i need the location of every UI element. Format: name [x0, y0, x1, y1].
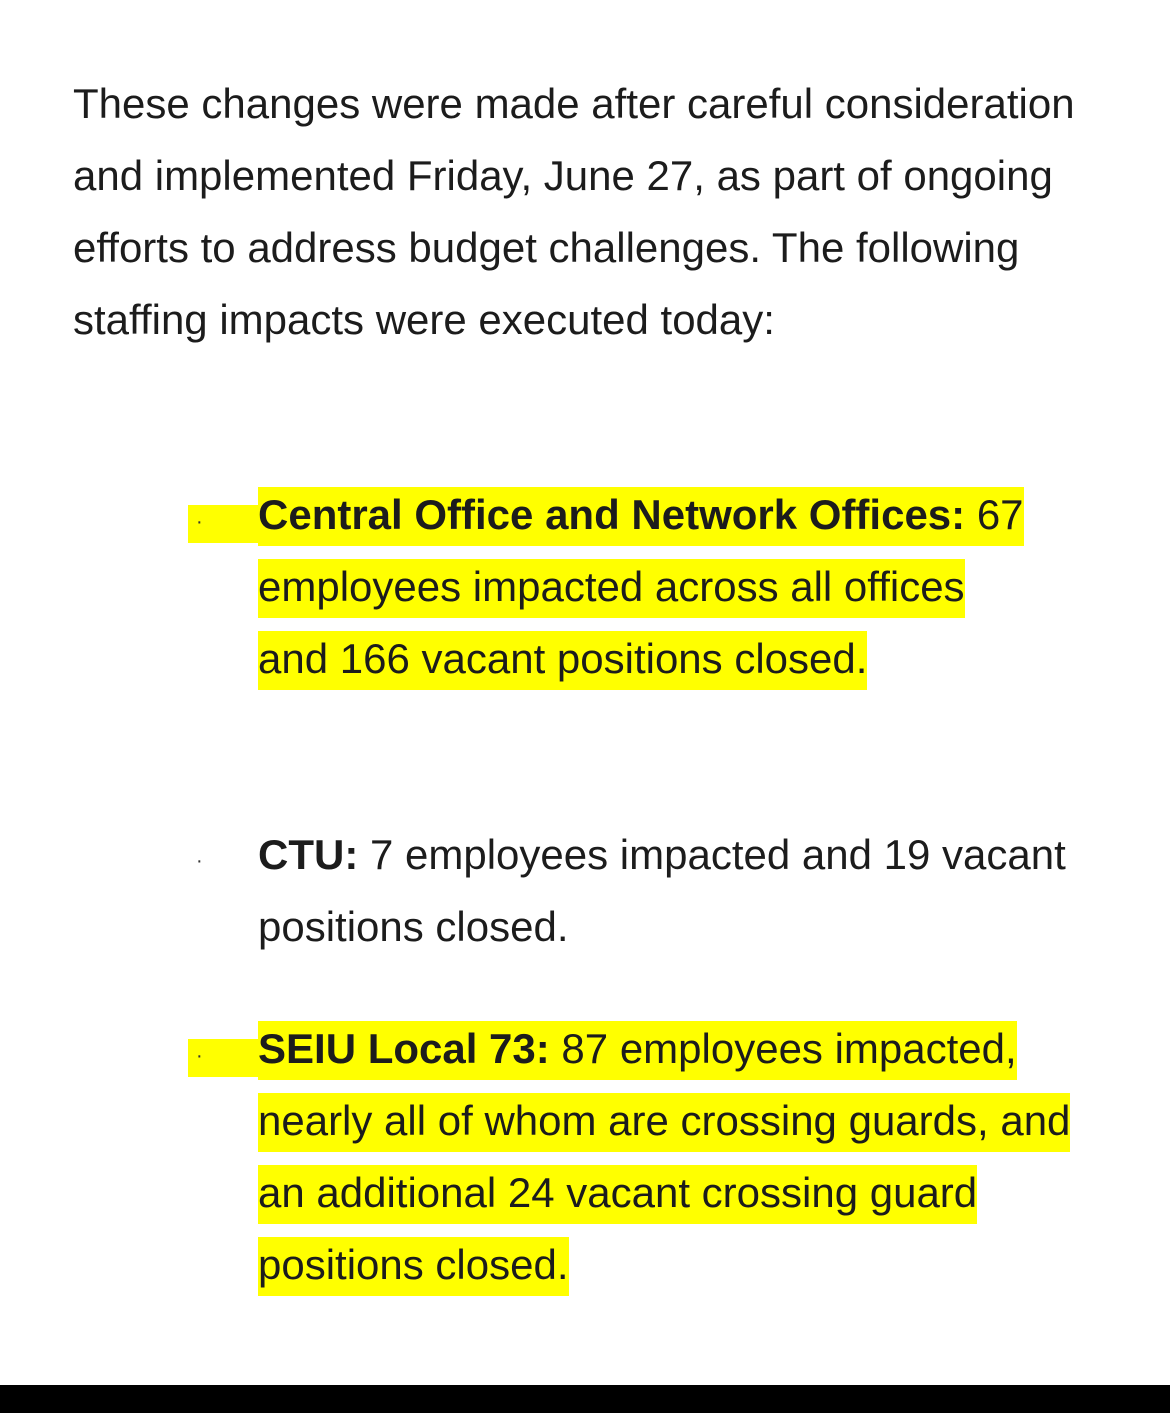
bottom-bar — [0, 1385, 1170, 1413]
bullet-marker: · — [196, 850, 203, 872]
item-text: 67 employees impacted across all offices and 166 vacant positions closed. — [258, 491, 1024, 682]
bullet-marker: · — [196, 511, 203, 533]
highlighted-text — [258, 487, 1024, 690]
list-item-seiu — [258, 1013, 1088, 1301]
item-label: CTU: — [258, 831, 359, 878]
list-item-ctu — [258, 819, 1088, 963]
item-text: 7 employees impacted and 19 vacant positions closed. — [258, 831, 1066, 950]
item-label: SEIU Local 73: — [258, 1025, 550, 1072]
item-label: Central Office and Network Offices: — [258, 491, 966, 538]
list-item-central-office — [258, 479, 1038, 695]
highlighted-text — [258, 1021, 1070, 1296]
intro-paragraph: These changes were made after careful consideration and implemented Friday, June 27, as part of ongoing efforts to address budget challenges. The following staffing impacts were executed today: — [73, 80, 1075, 343]
bullet-marker: · — [196, 1045, 203, 1067]
item-text: 87 employees impacted, nearly all of whom are crossing guards, and an additional 24 vacant crossing guard positions closed. — [258, 1025, 1071, 1288]
